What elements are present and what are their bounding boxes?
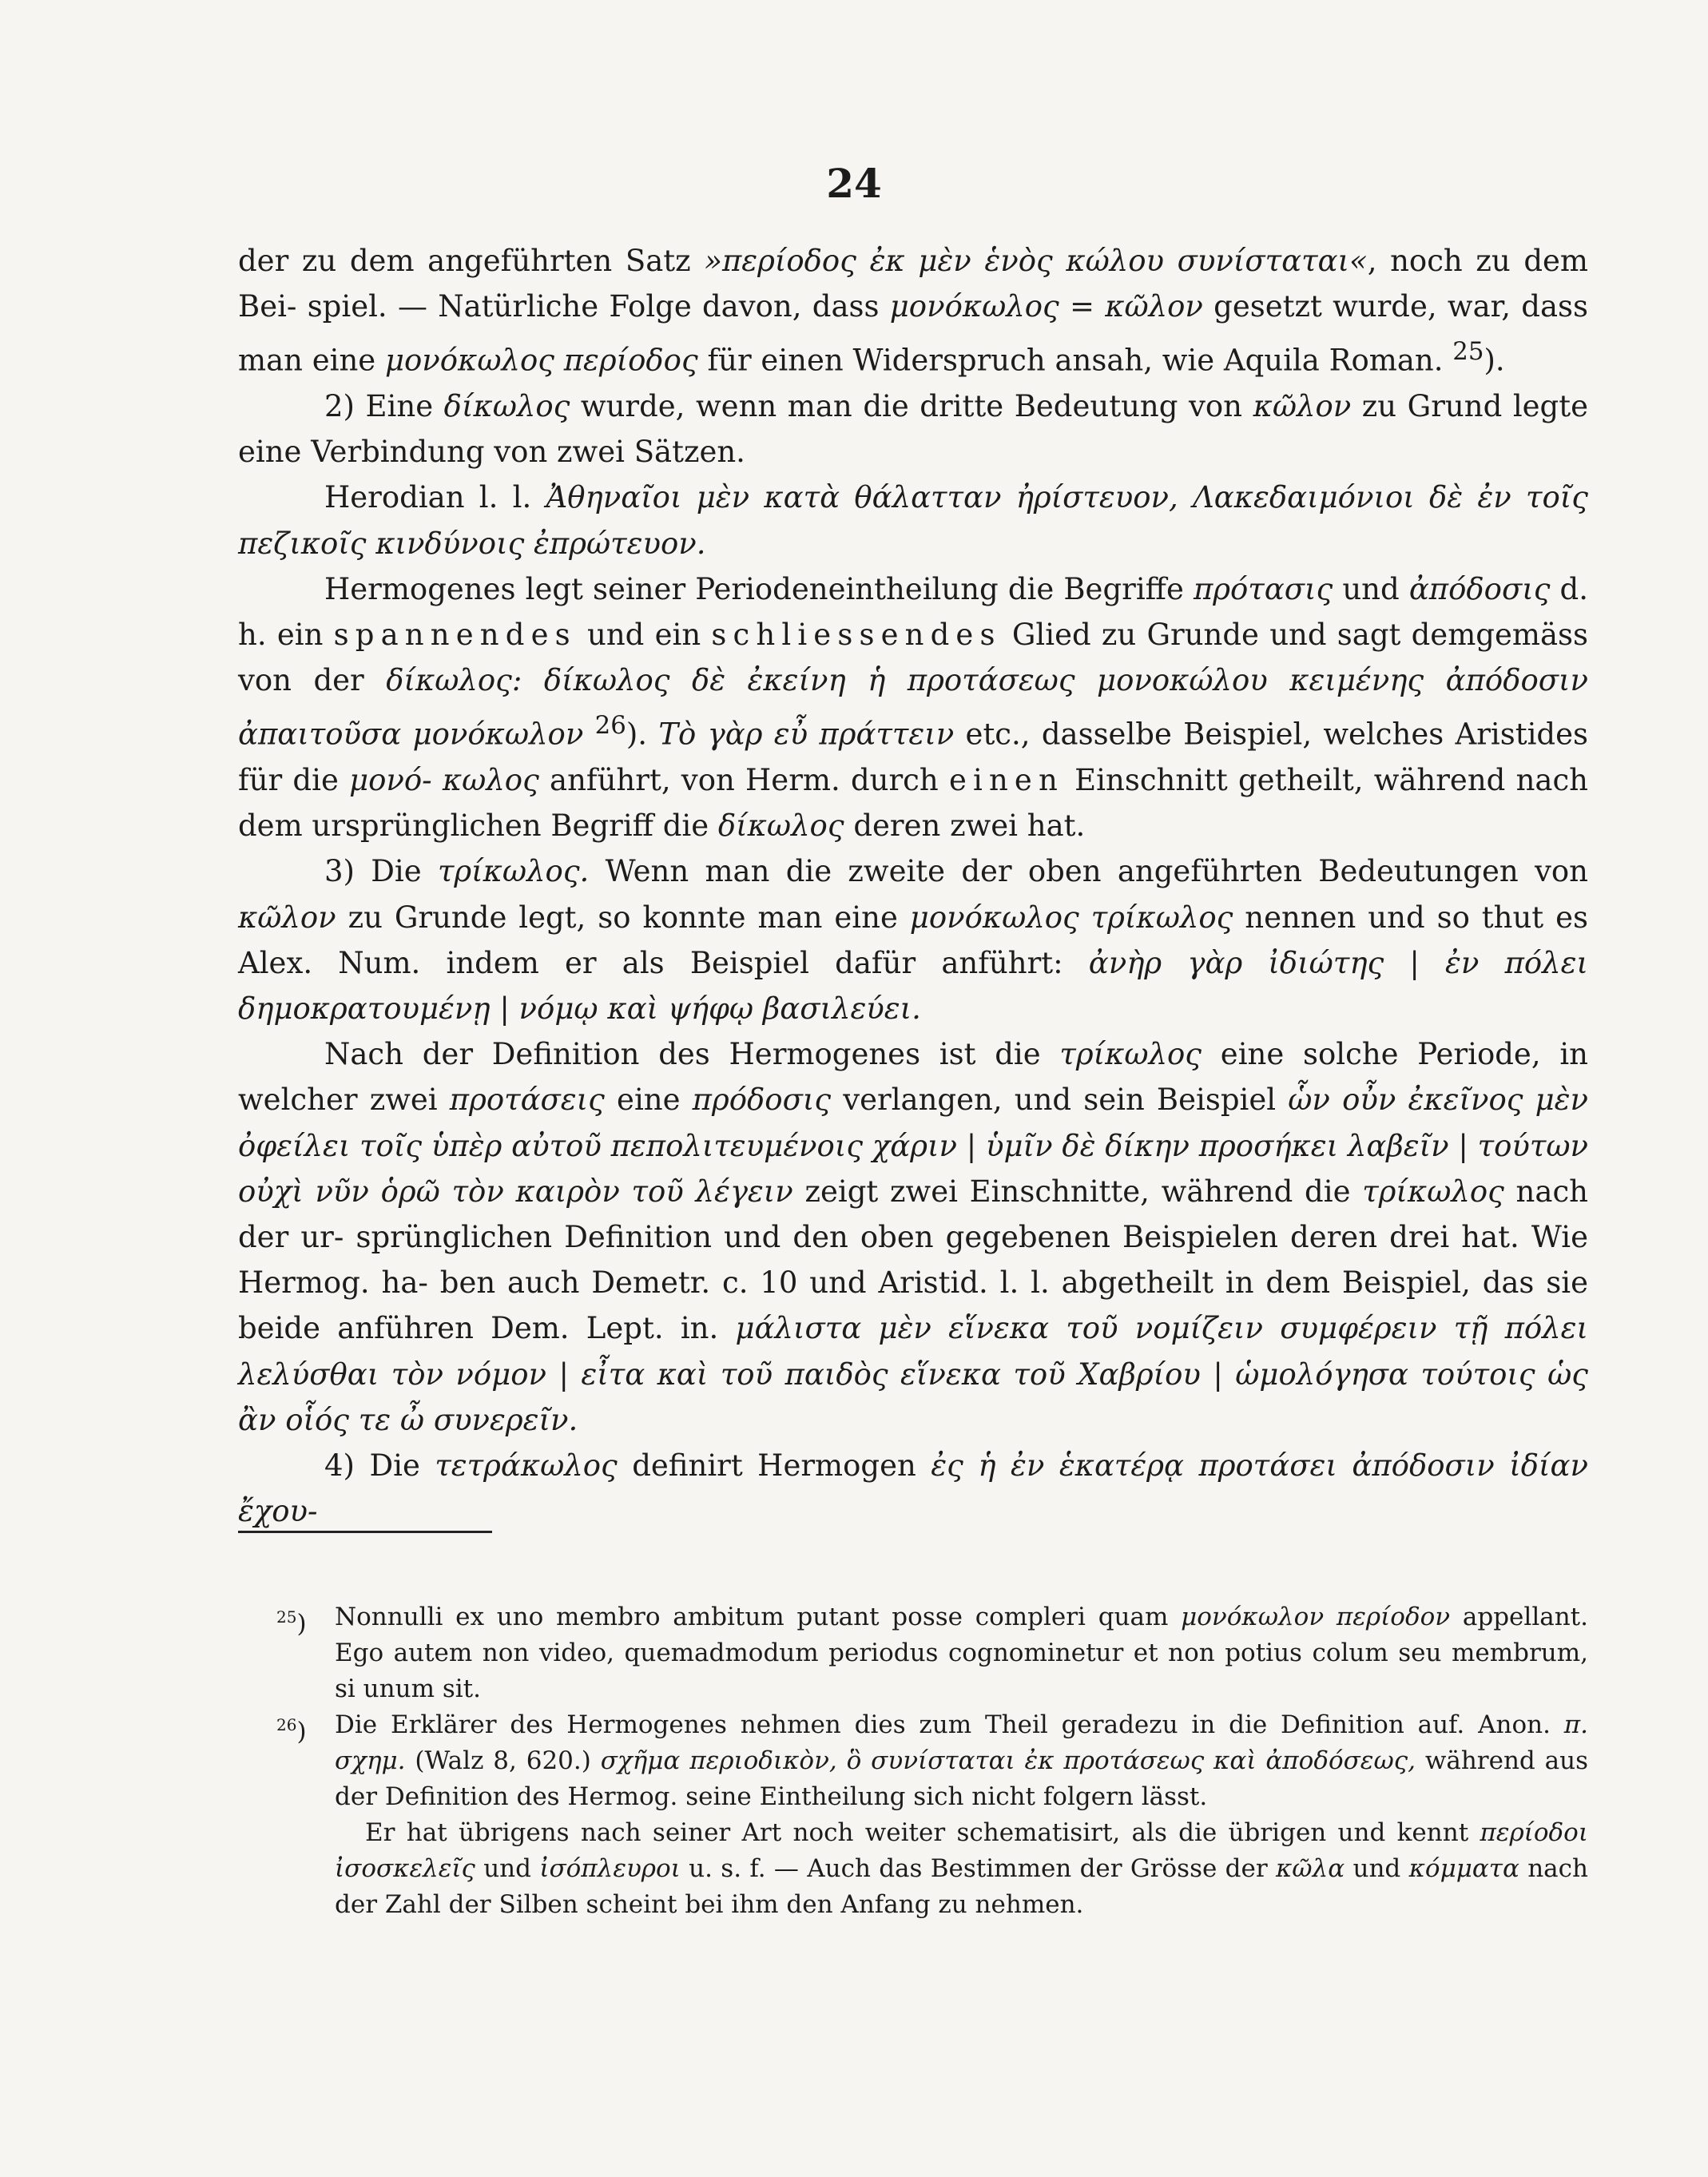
greek-quote: σχῆμα περιοδικὸν, ὃ συνίσταται ἐκ προτάσεως καὶ ἀποδόσεως, xyxy=(600,1746,1416,1775)
text-run: und ein xyxy=(576,617,712,652)
greek-quote: »περίοδος ἐκ μὲν ἑνὸς κώλου συνίσταται« xyxy=(704,244,1368,278)
greek-term: μονόκωλον περίοδον xyxy=(1181,1603,1451,1631)
text-run: indem er als Beispiel dafür anführt: xyxy=(446,945,1089,980)
text-run: 4) Die xyxy=(324,1448,435,1483)
footnote-26-continued xyxy=(238,1815,1588,1923)
text-run: Wenn man die zweite der oben angeführten Bedeutungen von xyxy=(589,854,1588,889)
greek-term: περίοδοι ἰσοσκελεῖς xyxy=(335,1818,1588,1883)
greek-term: μονόκωλος τρίκωλος xyxy=(909,900,1233,935)
text-run: Glied zu Grunde und sagt demgemäss von der xyxy=(238,617,1588,698)
greek-quote: τοῖς ὑπὲρ αὐτοῦ πεπολιτευμένοις χάριν | ὑμῖν δὲ δίκην προσήκει λαβεῖν | τούτων οὐχὶ xyxy=(238,1128,1588,1209)
greek-quote: ἀνὴρ γὰρ ἰδιώτης | ἐν πόλει δημοκρατουμένῃ | νόμῳ xyxy=(238,945,1588,1026)
greek-term: τετράκωλος xyxy=(435,1448,618,1483)
text-run xyxy=(583,717,594,752)
text-run: deren zwei hat. xyxy=(844,808,1086,844)
paragraph-7 xyxy=(238,1443,1588,1534)
paragraph-2 xyxy=(238,383,1588,475)
footnote-mark: $^{25}$) xyxy=(276,1607,307,1639)
text-run: u. s. f. — Auch das Bestimmen der Grösse der xyxy=(680,1854,1276,1883)
text-run: (Walz 8, 620.) xyxy=(405,1746,601,1775)
text-run: zu Grund legte xyxy=(1351,388,1588,423)
greek-term: κῶλα xyxy=(1275,1854,1345,1883)
greek-quote: καὶ ψήφῳ βασιλεύει. xyxy=(607,991,921,1026)
footnote-26 xyxy=(238,1707,1588,1815)
text-run: anführt, von Herm. durch xyxy=(538,762,949,797)
greek-term: πρόδοσις xyxy=(692,1083,832,1118)
text-run: eine xyxy=(312,343,385,378)
paragraph-3 xyxy=(238,475,1588,566)
text-run: Hermogenes legt seiner Periodeneintheilung die Begriffe xyxy=(324,571,1194,606)
text-run: gesetzt wurde, war, dass man xyxy=(238,289,1589,378)
greek-term: δίκωλος xyxy=(717,808,844,844)
text-run: Er hat übrigens nach seiner Art noch weiter schematisirt, als die übrigen und kennt xyxy=(365,1818,1480,1847)
greek-term: ἰσόπλευροι xyxy=(539,1854,681,1883)
text-run: zeigt zwei Einschnitte, während die xyxy=(792,1174,1363,1209)
greek-quote: Ἀθηναῖοι μὲν κατὰ θάλατταν ἠρίστευον, Λακεδαιμόνιοι δὲ ἐν τοῖς xyxy=(546,480,1588,515)
text-run: Einschnitt getheilt, während nach dem ursprünglichen xyxy=(238,762,1589,844)
text-run: definirt Hermogen xyxy=(617,1448,931,1483)
greek-term: μονόκωλος = κῶλον xyxy=(889,289,1203,324)
paragraph-4 xyxy=(238,566,1588,849)
text-run: , noch zu dem Bei- xyxy=(238,244,1588,324)
greek-term: πρότασις xyxy=(1193,571,1333,606)
paragraph-6 xyxy=(238,1031,1588,1443)
paragraph-1 xyxy=(238,238,1588,383)
main-text xyxy=(238,238,1588,1534)
text-run: eine xyxy=(604,1083,693,1118)
greek-term: προτάσεις xyxy=(449,1083,605,1118)
text-run: nach der ur- xyxy=(238,1174,1588,1254)
greek-term: π. σχημ. xyxy=(335,1710,1588,1775)
footnote-ref: 26 xyxy=(594,711,626,741)
text-run: und xyxy=(475,1854,540,1883)
text-run: Dem. Lept. in. xyxy=(491,1311,736,1346)
greek-term: κῶλον xyxy=(1253,388,1352,423)
footnote-25 xyxy=(238,1599,1588,1707)
greek-term: τρίκωλος xyxy=(1362,1174,1504,1209)
page-number: 24 xyxy=(826,160,882,207)
greek-quote: μάλιστα μὲν εἵνεκα τοῦ νομίζειν συμφέρειν τῇ πόλει λελύσθαι τὸν xyxy=(238,1311,1588,1392)
greek-term: μονό- xyxy=(349,762,432,797)
footnote-mark: $^{26}$) xyxy=(276,1715,307,1746)
text-run: und xyxy=(1333,571,1409,606)
greek-quote: ὧν οὖν ἐκεῖνος μὲν ὀφείλει xyxy=(238,1083,1588,1163)
text-run: etc., dasselbe Beispiel, welches Aristides für die xyxy=(238,717,1589,797)
text-run: zwei xyxy=(369,1083,450,1118)
text-run: wurde, wenn man die dritte Bedeutung von xyxy=(570,388,1253,423)
text-run: zu Grunde legt, so konnte man eine xyxy=(348,900,910,935)
text-run: ). xyxy=(626,717,659,752)
footnote-number: 25 xyxy=(276,1607,297,1627)
greek-term: τρίκωλος xyxy=(1059,1037,1202,1072)
text-run: Nonnulli ex uno membro ambitum putant posse compleri quam xyxy=(335,1603,1182,1631)
greek-term: ἀπόδοσις xyxy=(1408,571,1551,606)
footnote-rule xyxy=(238,1531,492,1533)
greek-term: κόμματα xyxy=(1408,1854,1519,1883)
footnote-number: 26 xyxy=(276,1715,297,1734)
footnote-ref: 25 xyxy=(1452,337,1484,367)
text-run: 2) Eine xyxy=(324,388,444,423)
text-run: während aus der Definition des Hermog. seine Eintheilung sich nicht folgern lässt. xyxy=(335,1746,1589,1811)
greek-term: κῶλον xyxy=(238,900,336,935)
text-run: eine Verbindung von zwei Sätzen. xyxy=(238,435,745,470)
text-run: und xyxy=(1345,1854,1409,1883)
greek-term: μονόκωλον xyxy=(412,717,584,752)
greek-term: τρίκωλος. xyxy=(437,854,590,889)
text-run: sprünglichen Definition und den oben gegebenen Beispielen deren drei hat. Wie Hermog. ha- xyxy=(238,1219,1588,1301)
spaced-term: schliessendes xyxy=(711,617,1002,652)
greek-quote: πεζικοῖς κινδύνοις ἐπρώτευον. xyxy=(238,526,706,561)
text-run: Nach der Definition des Hermogenes ist die xyxy=(324,1037,1060,1072)
greek-quote: δίκωλος: δίκωλος δὲ ἐκείνη ἡ προτάσεως μονοκώλου κειμένης ἀπόδοσιν ἀπαιτοῦσα xyxy=(238,663,1589,752)
greek-quote: ἐς ἡ ἐν ἑκατέρᾳ προτάσει ἀπόδοσιν ἰδίαν ἔχου- xyxy=(238,1448,1588,1529)
text-run: ). xyxy=(1484,343,1505,378)
text-run: ein xyxy=(276,617,334,652)
text-run: 3) Die xyxy=(324,854,438,889)
spaced-term: spannendes xyxy=(333,617,577,652)
greek-quote: συνερεῖν. xyxy=(433,1402,578,1437)
greek-term: μονόκωλος περίοδος xyxy=(384,343,698,378)
text-run: Begriff die xyxy=(550,808,718,844)
text-run: der zu dem angeführten Satz xyxy=(238,244,705,278)
footnotes xyxy=(238,1599,1588,1923)
text-run: spiel. — Natürliche Folge davon, dass xyxy=(307,289,890,324)
text-run: nach der Zahl der Silben scheint bei ihm den Anfang zu nehmen. xyxy=(335,1854,1588,1919)
text-run: Herodian l. l. xyxy=(324,480,546,515)
greek-quote: νόμον | εἶτα καὶ τοῦ παιδὸς εἵνεκα τοῦ Χαβρίου | ὡμολόγησα τούτοις ὡς ἂν οἷός τε ὦ xyxy=(238,1357,1588,1437)
spaced-term: einen xyxy=(948,762,1064,797)
paragraph-5 xyxy=(238,848,1588,1031)
text-run: eine solche Periode, in welcher xyxy=(238,1037,1588,1118)
text-run: Die Erklärer des Hermogenes nehmen dies zum Theil geradezu in die Definition auf. Anon. xyxy=(335,1710,1564,1739)
text-run: nennen und so thut es Alex. Num. xyxy=(238,900,1588,980)
text-run: d. h. xyxy=(238,571,1588,652)
greek-quote: νῦν ὁρῶ τὸν καιρὸν τοῦ λέγειν xyxy=(315,1174,793,1209)
text-run: appellant. Ego autem non video, quemadmodum periodus cognominetur et non potius colum seu membrum, si unum sit. xyxy=(335,1603,1588,1703)
greek-term: κωλος xyxy=(442,762,539,797)
text-run: für einen Widerspruch ansah, wie Aquila Roman. xyxy=(697,343,1453,378)
greek-quote: Τὸ γὰρ εὖ πράττειν xyxy=(658,717,955,752)
text-run: verlangen, und sein Beispiel xyxy=(831,1083,1289,1118)
text-run: ben auch Demetr. c. 10 und Aristid. l. l. abgetheilt in dem Beispiel, das sie beide anführen xyxy=(238,1265,1588,1346)
greek-term: δίκωλος xyxy=(443,388,570,423)
